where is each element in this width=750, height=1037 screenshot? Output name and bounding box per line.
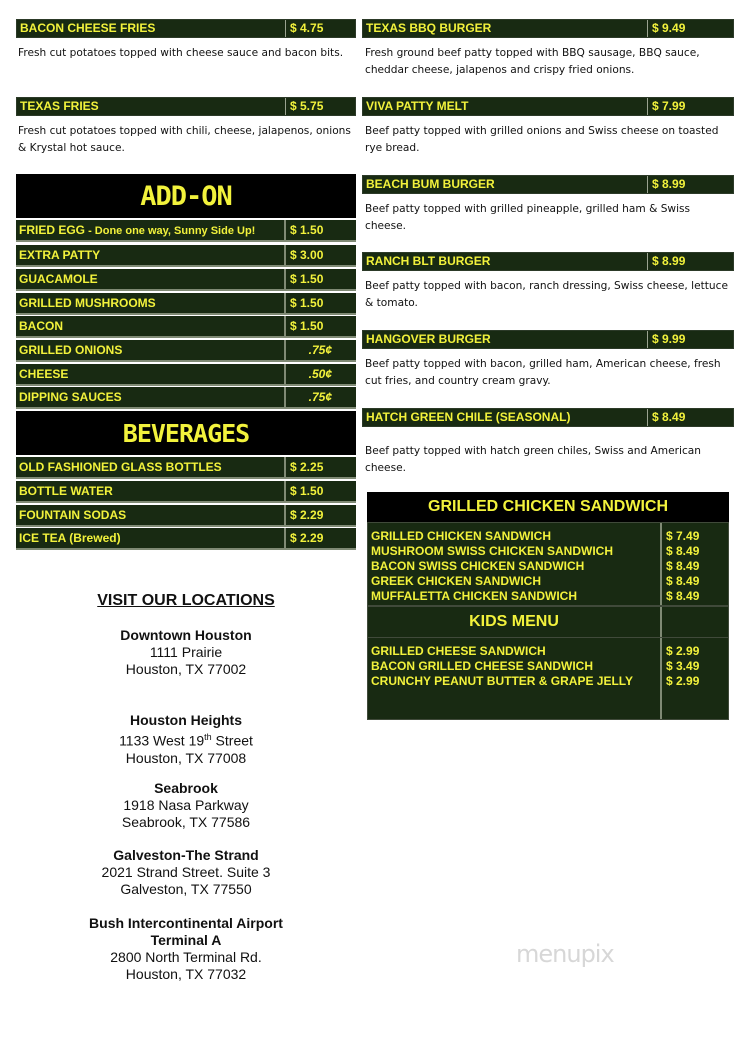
- addon-name: CHEESE: [19, 367, 69, 381]
- item-price: $ 8.49: [647, 409, 733, 426]
- beverage-name: FOUNTAIN SODAS: [19, 508, 127, 522]
- item-name: RANCH BLT BURGER: [366, 254, 491, 268]
- location-heights: [16, 712, 356, 767]
- item-price: $ 4.75: [285, 20, 355, 37]
- location-downtown: [16, 627, 356, 678]
- beverage-name: BOTTLE WATER: [19, 484, 113, 498]
- location-city: Seabrook, TX 77586: [121, 814, 251, 830]
- item-description: Beef patty topped with bacon, grilled ham, American cheese, fresh cut fries, and country cream gravy.: [365, 358, 721, 387]
- location-address: 2800 North Terminal Rd.: [110, 949, 262, 965]
- addon-price: $ 1.50: [284, 316, 356, 336]
- addon-name: EXTRA PATTY: [19, 248, 101, 262]
- addon-row: [16, 387, 356, 409]
- location-seabrook: [16, 780, 356, 831]
- chicken-item: MUFFALETTA CHICKEN SANDWICH: [371, 589, 577, 603]
- location-galveston: [16, 847, 356, 898]
- chicken-price: $ 8.49: [666, 574, 700, 588]
- kids-price: $ 2.99: [666, 674, 700, 688]
- addon-row: [16, 220, 356, 242]
- beverage-price: $ 1.50: [284, 481, 356, 501]
- location-address: 1918 Nasa Parkway: [123, 797, 249, 813]
- item-price: $ 9.49: [647, 20, 733, 37]
- item-price: $ 7.99: [647, 98, 733, 115]
- kids-panel: [367, 637, 729, 720]
- location-city: Galveston, TX 77550: [120, 881, 252, 897]
- location-address: 1111 Prairie: [149, 644, 223, 660]
- kids-price: $ 3.49: [666, 659, 700, 673]
- addon-row: [16, 364, 356, 386]
- addon-row: [16, 340, 356, 362]
- beverage-name: OLD FASHIONED GLASS BOTTLES: [19, 460, 222, 474]
- kids-item: BACON GRILLED CHEESE SANDWICH: [371, 659, 594, 673]
- item-name: HANGOVER BURGER: [366, 332, 491, 346]
- kids-heading: KIDS MENU: [469, 613, 559, 630]
- menu-item-bar: [16, 97, 356, 116]
- chicken-item: MUSHROOM SWISS CHICKEN SANDWICH: [371, 544, 613, 558]
- beverage-row: [16, 457, 356, 479]
- addon-row: [16, 316, 356, 338]
- locations-heading: VISIT OUR LOCATIONS: [97, 592, 275, 609]
- menu-item-bar: [362, 252, 734, 271]
- item-name: BEACH BUM BURGER: [366, 177, 495, 191]
- item-description: Beef patty topped with grilled pineapple, grilled ham & Swiss cheese.: [365, 203, 691, 232]
- chicken-price: $ 8.49: [666, 544, 700, 558]
- addon-price: $ 1.50: [284, 269, 356, 289]
- item-description: Beef patty topped with bacon, ranch dressing, Swiss cheese, lettuce & tomato.: [365, 280, 728, 309]
- location-name: Seabrook: [154, 780, 218, 796]
- column-divider: [660, 523, 662, 605]
- location-name: Houston Heights: [130, 712, 242, 728]
- location-name: Galveston-The Strand: [113, 847, 259, 863]
- addon-row: [16, 269, 356, 291]
- addon-name: BACON: [19, 319, 63, 333]
- item-description: Fresh cut potatoes topped with chili, cheese, jalapenos, onions & Krystal hot sauce.: [18, 125, 351, 154]
- addon-name: GRILLED ONIONS: [19, 343, 123, 357]
- addon-name: GRILLED MUSHROOMS: [19, 296, 156, 310]
- chicken-item: GRILLED CHICKEN SANDWICH: [371, 529, 551, 543]
- location-city: Houston, TX 77032: [125, 966, 247, 982]
- item-name: HATCH GREEN CHILE (SEASONAL): [366, 410, 571, 424]
- addon-label: FRIED EGG: [19, 223, 86, 237]
- location-address: [16, 729, 356, 750]
- item-name: TEXAS BBQ BURGER: [366, 21, 492, 35]
- item-description: Fresh cut potatoes topped with cheese sauce and bacon bits.: [18, 47, 344, 59]
- menu-item-bar: [362, 175, 734, 194]
- kids-price: $ 2.99: [666, 644, 700, 658]
- addon-row: [16, 293, 356, 315]
- item-name: TEXAS FRIES: [20, 99, 99, 113]
- addon-name: GUACAMOLE: [19, 272, 98, 286]
- beverage-price: $ 2.29: [284, 528, 356, 548]
- beverage-row: [16, 481, 356, 503]
- item-name: BACON CHEESE FRIES: [20, 21, 156, 35]
- item-price: $ 8.99: [647, 253, 733, 270]
- menu-item-bar: [362, 19, 734, 38]
- beverages-heading: BEVERAGES: [16, 411, 356, 455]
- menu-item-bar: [362, 408, 734, 427]
- kids-heading-bar: [367, 606, 729, 638]
- addon-note: - Done one way, Sunny Side Up!: [85, 225, 256, 237]
- addon-heading: ADD-ON: [16, 174, 356, 218]
- item-description: Beef patty topped with grilled onions and Swiss cheese on toasted rye bread.: [365, 125, 719, 154]
- address-sup: th: [204, 732, 212, 742]
- item-price: $ 8.99: [647, 176, 733, 193]
- addon-price: .50¢: [284, 364, 356, 384]
- location-name: Bush Intercontinental Airport: [89, 915, 283, 931]
- location-name: Downtown Houston: [120, 627, 252, 643]
- location-city: Houston, TX 77002: [125, 661, 247, 677]
- column-divider: [660, 607, 662, 637]
- item-price: $ 9.99: [647, 331, 733, 348]
- location-terminal: Terminal A: [150, 932, 222, 948]
- item-description: Beef patty topped with hatch green chiles, Swiss and American cheese.: [365, 445, 701, 474]
- addon-row: [16, 245, 356, 267]
- kids-item: CRUNCHY PEANUT BUTTER & GRAPE JELLY: [371, 674, 634, 688]
- menu-item-bar: [16, 19, 356, 38]
- chicken-heading: GRILLED CHICKEN SANDWICH: [367, 492, 729, 522]
- addon-price: $ 1.50: [284, 293, 356, 313]
- chicken-item: GREEK CHICKEN SANDWICH: [371, 574, 542, 588]
- addon-name: DIPPING SAUCES: [19, 390, 122, 404]
- menu-item-bar: [362, 330, 734, 349]
- chicken-panel: [367, 522, 729, 606]
- beverage-price: $ 2.25: [284, 457, 356, 477]
- beverage-row: [16, 505, 356, 527]
- beverage-price: $ 2.29: [284, 505, 356, 525]
- location-city: Houston, TX 77008: [125, 749, 247, 766]
- item-name: VIVA PATTY MELT: [366, 99, 469, 113]
- address-pre: 1133 West 19: [119, 732, 205, 749]
- chicken-price: $ 8.49: [666, 559, 700, 573]
- beverage-name: ICE TEA (Brewed): [19, 531, 121, 545]
- watermark: menupix: [516, 940, 614, 968]
- beverage-row: [16, 528, 356, 550]
- kids-item: GRILLED CHEESE SANDWICH: [371, 644, 546, 658]
- chicken-item: BACON SWISS CHICKEN SANDWICH: [371, 559, 585, 573]
- addon-price: .75¢: [284, 387, 356, 407]
- location-address: 2021 Strand Street. Suite 3: [101, 864, 271, 880]
- item-description: Fresh ground beef patty topped with BBQ sausage, BBQ sauce, cheddar cheese, jalapenos and crispy fried onions.: [365, 47, 700, 76]
- chicken-price: $ 8.49: [666, 589, 700, 603]
- addon-price: .75¢: [284, 340, 356, 360]
- chicken-price: $ 7.49: [666, 529, 700, 543]
- addon-price: $ 3.00: [284, 245, 356, 265]
- address-post: Street: [211, 732, 253, 749]
- addon-name: [16, 220, 284, 240]
- column-divider: [660, 638, 662, 719]
- menu-item-bar: [362, 97, 734, 116]
- addon-price: $ 1.50: [284, 220, 356, 240]
- location-airport: [16, 915, 356, 983]
- item-price: $ 5.75: [285, 98, 355, 115]
